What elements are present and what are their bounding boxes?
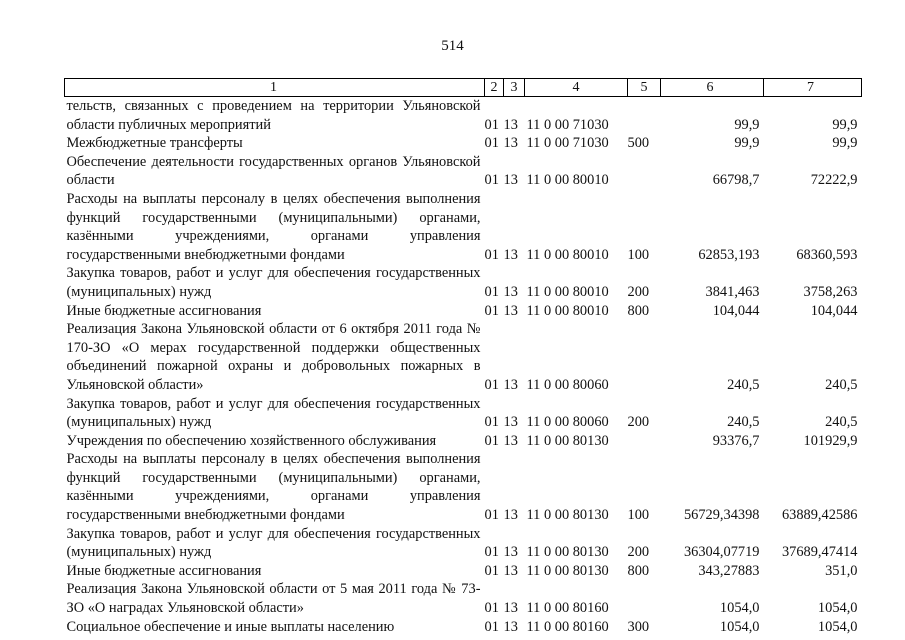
row-value-7-cell: 3758,263 (803, 283, 858, 300)
row-section-cell: 01 (484, 544, 499, 561)
row-expense-type-cell: 200 (627, 544, 650, 561)
row-expense-type-cell: 800 (627, 562, 650, 579)
row-target-code-cell: 11 0 00 80130 (526, 507, 609, 524)
row-value-7-cell: 101929,9 (803, 432, 858, 449)
row-subsection-cell: 13 (503, 302, 518, 319)
row-value-7-cell: 99,9 (832, 116, 858, 133)
row-value-7-cell: 63889,42586 (781, 507, 858, 524)
row-value-6-cell: 93376,7 (712, 432, 760, 449)
column-header-1: 1 (65, 79, 485, 97)
row-value-6-cell: 240,5 (727, 414, 760, 431)
table-row (65, 432, 862, 451)
row-expense-type-cell (628, 580, 661, 617)
table-row (65, 302, 862, 321)
row-value-6-cell: 240,5 (727, 376, 760, 393)
row-name-cell: Учреждения по обеспечению хозяйственного обслуживания (66, 432, 437, 449)
table-row (65, 134, 862, 153)
row-subsection-cell: 13 (503, 135, 518, 152)
row-value-6-cell: 1054,0 (719, 600, 760, 617)
table-body (65, 97, 862, 637)
row-expense-type-cell: 800 (627, 302, 650, 319)
row-value-6-cell: 343,27883 (698, 562, 760, 579)
row-subsection-cell: 13 (503, 507, 518, 524)
row-section-cell: 01 (484, 172, 499, 189)
row-name-cell: тельств, связанных с проведением на территории Ульяновской области публичных мероприятий (66, 98, 481, 133)
row-target-code-cell: 11 0 00 80130 (526, 432, 609, 449)
row-subsection-cell: 13 (503, 116, 518, 133)
budget-table (64, 78, 862, 636)
column-header-4: 4 (525, 79, 628, 97)
row-value-7-cell: 351,0 (825, 562, 858, 579)
row-value-6-cell: 1054,0 (719, 618, 760, 635)
row-value-6-cell: 99,9 (734, 135, 760, 152)
row-expense-type-cell: 100 (627, 246, 650, 263)
row-target-code-cell: 11 0 00 80130 (526, 562, 609, 579)
row-value-7-cell: 72222,9 (810, 172, 858, 189)
row-section-cell: 01 (484, 283, 499, 300)
row-value-7-cell: 1054,0 (817, 600, 858, 617)
row-expense-type-cell (628, 320, 661, 394)
row-section-cell: 01 (484, 414, 499, 431)
row-value-6-cell: 104,044 (712, 302, 760, 319)
row-expense-type-cell (628, 432, 661, 451)
row-value-7-cell: 1054,0 (817, 618, 858, 635)
row-value-6-cell: 3841,463 (705, 283, 760, 300)
table-row (65, 618, 862, 637)
table-row (65, 525, 862, 562)
row-value-6-cell: 36304,07719 (683, 544, 760, 561)
row-target-code-cell: 11 0 00 80130 (526, 544, 609, 561)
row-target-code-cell: 11 0 00 80010 (526, 172, 609, 189)
row-target-code-cell: 11 0 00 80010 (526, 302, 609, 319)
row-target-code-cell: 11 0 00 71030 (526, 135, 609, 152)
table-row (65, 153, 862, 190)
row-value-6-cell: 66798,7 (712, 172, 760, 189)
row-section-cell: 01 (484, 116, 499, 133)
row-name-cell: Расходы на выплаты персоналу в целях обеспечения выполнения функций государственными (муниципальными) органами, казёнными учреждениями, органами управления государственными внебюджетными фондами (66, 190, 481, 263)
table-header-row (65, 79, 862, 97)
row-expense-type-cell: 300 (627, 618, 650, 635)
row-subsection-cell: 13 (503, 562, 518, 579)
row-target-code-cell: 11 0 00 80160 (526, 618, 609, 635)
row-section-cell: 01 (484, 562, 499, 579)
table-row (65, 580, 862, 617)
row-name-cell: Межбюджетные трансферты (66, 135, 243, 152)
row-value-6-cell: 56729,34398 (683, 507, 760, 524)
row-section-cell: 01 (484, 135, 499, 152)
row-subsection-cell: 13 (503, 600, 518, 617)
row-name-cell: Закупка товаров, работ и услуг для обеспечения государственных (муниципальных) нужд (66, 525, 481, 561)
row-target-code-cell: 11 0 00 80010 (526, 283, 609, 300)
row-value-7-cell: 240,5 (825, 414, 858, 431)
row-name-cell: Иные бюджетные ассигнования (66, 562, 262, 579)
row-section-cell: 01 (484, 302, 499, 319)
row-value-7-cell: 99,9 (832, 135, 858, 152)
row-name-cell: Закупка товаров, работ и услуг для обеспечения государственных (муниципальных) нужд (66, 395, 481, 431)
row-name-cell: Закупка товаров, работ и услуг для обеспечения государственных (муниципальных) нужд (66, 265, 481, 300)
page-number: 514 (441, 38, 464, 54)
row-expense-type-cell: 100 (627, 507, 650, 524)
row-subsection-cell: 13 (503, 544, 518, 561)
row-section-cell: 01 (484, 600, 499, 617)
row-subsection-cell: 13 (503, 376, 518, 393)
row-target-code-cell: 11 0 00 80160 (526, 600, 609, 617)
row-section-cell: 01 (484, 618, 499, 635)
row-subsection-cell: 13 (503, 432, 518, 449)
table-row (65, 97, 862, 135)
row-section-cell: 01 (484, 376, 499, 393)
table-row (65, 320, 862, 394)
row-section-cell: 01 (484, 246, 499, 263)
row-section-cell: 01 (484, 432, 499, 449)
table-row (65, 190, 862, 264)
row-subsection-cell: 13 (503, 618, 518, 635)
column-header-3: 3 (504, 79, 525, 97)
column-header-5: 5 (628, 79, 661, 97)
column-header-6: 6 (661, 79, 764, 97)
row-subsection-cell: 13 (503, 246, 518, 263)
row-target-code-cell: 11 0 00 71030 (526, 116, 609, 133)
row-expense-type-cell: 500 (627, 135, 650, 152)
row-name-cell: Расходы на выплаты персоналу в целях обеспечения выполнения функций государственными (муниципальными) органами, казёнными учреждениями, органами управления государственными внебюджетными фондами (66, 451, 481, 524)
row-name-cell: Социальное обеспечение и иные выплаты населению (66, 618, 395, 635)
row-subsection-cell: 13 (503, 283, 518, 300)
column-header-7: 7 (764, 79, 862, 97)
row-expense-type-cell (628, 153, 661, 190)
row-name-cell: Реализация Закона Ульяновской области от 5 мая 2011 года № 73-ЗО «О наградах Ульяновской области» (66, 581, 481, 617)
row-subsection-cell: 13 (503, 172, 518, 189)
row-subsection-cell: 13 (503, 414, 518, 431)
row-target-code-cell: 11 0 00 80060 (526, 414, 609, 431)
table-row (65, 562, 862, 581)
table-row (65, 264, 862, 301)
row-name-cell: Иные бюджетные ассигнования (66, 302, 262, 319)
row-value-7-cell: 68360,593 (796, 246, 858, 263)
row-value-6-cell: 99,9 (734, 116, 760, 133)
row-value-7-cell: 104,044 (810, 302, 858, 319)
table-row (65, 395, 862, 432)
row-section-cell: 01 (484, 507, 499, 524)
column-header-2: 2 (485, 79, 504, 97)
row-value-7-cell: 37689,47414 (781, 544, 858, 561)
row-name-cell: Реализация Закона Ульяновской области от 6 октября 2011 года № 170-ЗО «О мерах государственной поддержки общественных объединений пожарной охраны и добровольных пожарных в Ульяновской области» (66, 321, 481, 393)
table-row (65, 450, 862, 524)
row-value-6-cell: 62853,193 (698, 246, 760, 263)
row-target-code-cell: 11 0 00 80010 (526, 246, 609, 263)
row-expense-type-cell: 200 (627, 414, 650, 431)
row-expense-type-cell: 200 (627, 283, 650, 300)
row-value-7-cell: 240,5 (825, 376, 858, 393)
row-name-cell: Обеспечение деятельности государственных органов Ульяновской области (66, 153, 481, 189)
row-target-code-cell: 11 0 00 80060 (526, 376, 609, 393)
row-expense-type-cell (628, 97, 661, 135)
